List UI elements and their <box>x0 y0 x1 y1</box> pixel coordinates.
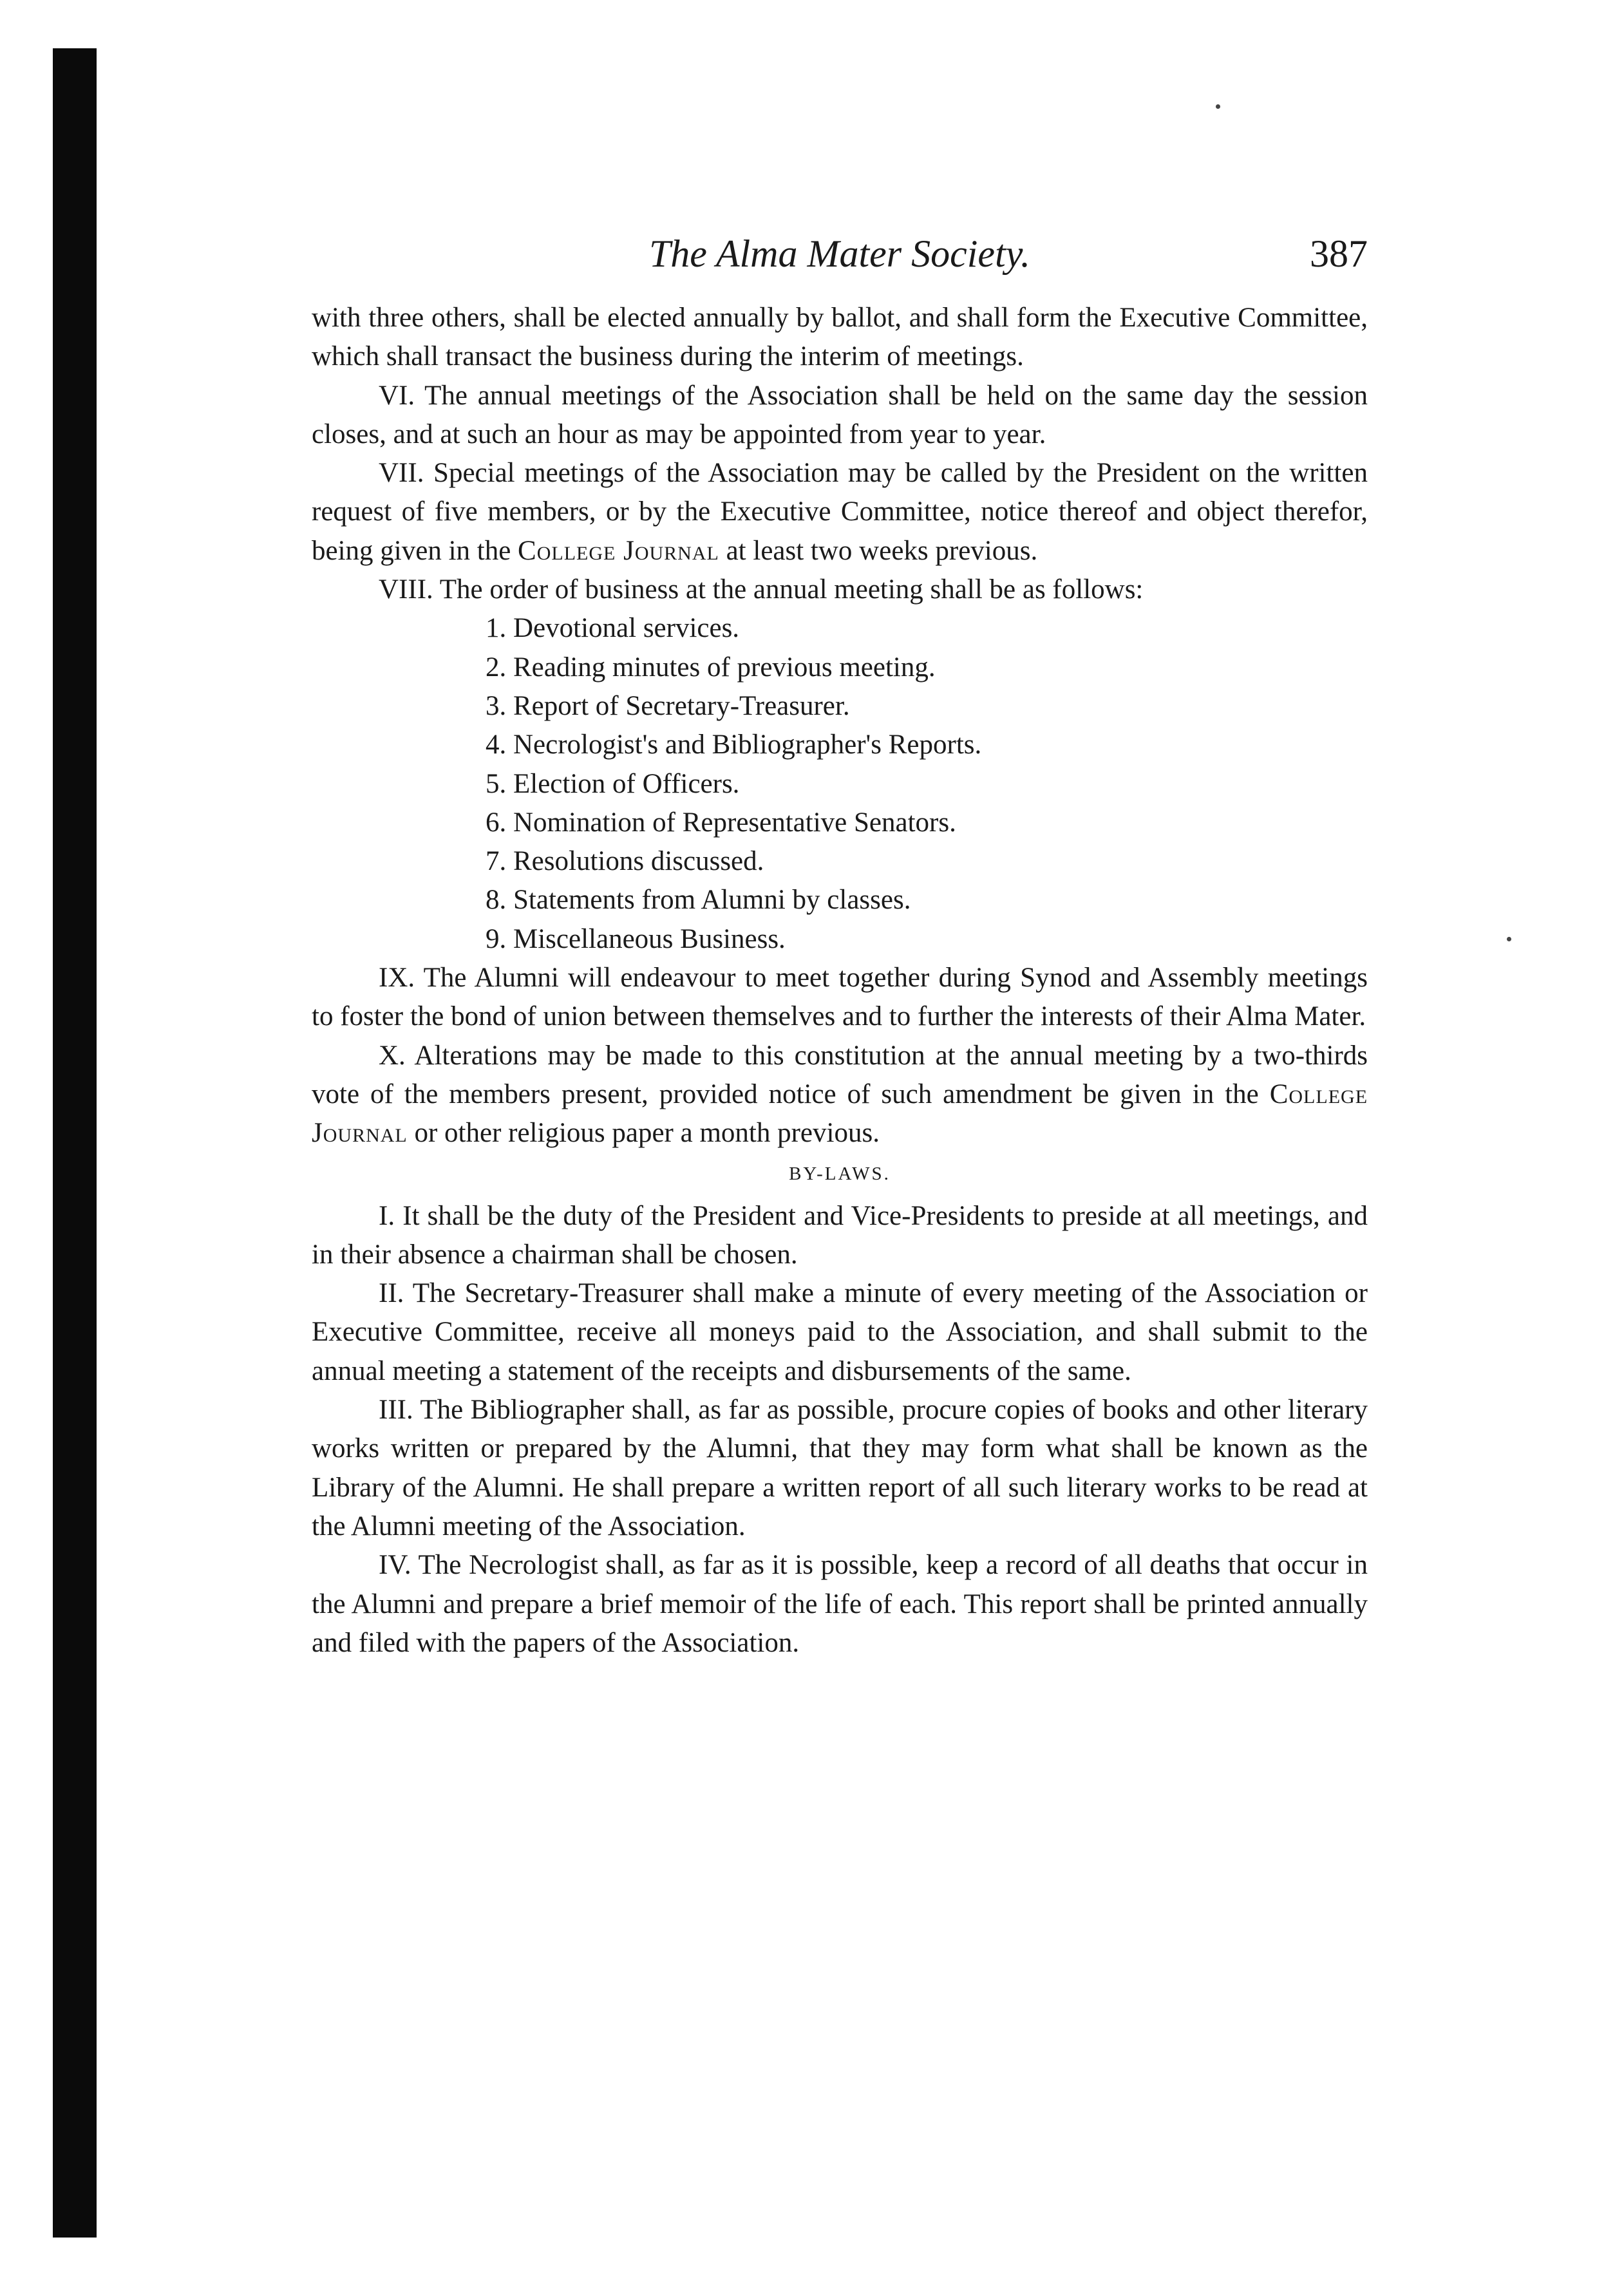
journal-name: College Journal <box>312 1079 1368 1149</box>
page-header <box>312 221 1368 286</box>
list-item: 3. Report of Secretary-Treasurer. <box>486 690 850 721</box>
bylaw-ii: II. The Secretary-Treasurer shall make a minute of every meeting of the Association or Executive Committee, receive all moneys paid to the Association, and shall submit to the annual meeting a statement of the receipts and disbursements of the same. <box>312 1278 1368 1386</box>
list-item: 5. Election of Officers. <box>486 768 740 799</box>
article-vi: VI. The annual meetings of the Association shall be held on the same day the session closes, and at such an hour as may be appointed from year to year. <box>312 380 1368 449</box>
article-vii <box>312 454 1368 570</box>
article-x <box>312 1037 1368 1153</box>
list-item: 6. Nomination of Representative Senators. <box>486 807 956 838</box>
bylaw-i: I. It shall be the duty of the President and Vice-Presidents to preside at all meetings, and in their absence a chairman shall be chosen. <box>312 1200 1368 1270</box>
article-x-text: X. Alterations may be made to this constitution at the annual meeting by a two-thirds vote of the members present, provided notice of such amendment be given in the <box>312 1040 1368 1109</box>
scan-speck <box>1216 104 1220 109</box>
list-item: 8. Statements from Alumni by classes. <box>486 885 911 916</box>
page-number: 387 <box>1310 232 1368 275</box>
list-item: 7. Resolutions discussed. <box>486 846 764 877</box>
list-item: 2. Reading minutes of previous meeting. <box>486 652 936 683</box>
bylaw-iv: IV. The Necrologist shall, as far as it is possible, keep a record of all deaths that occur in the Alumni and prepare a brief memoir of the life of each. This report shall be printed annually and filed with the papers of the Association. <box>312 1550 1368 1658</box>
article-ix: IX. The Alumni will endeavour to meet together during Synod and Assembly meetings to foster the bond of union between themselves and to further the interests of their Alma Mater. <box>312 963 1368 1032</box>
article-vii-text: VII. Special meetings of the Association may be called by the President on the written request of five members, or by the Executive Committee, notice thereof and object therefor, being given in the <box>312 458 1368 566</box>
article-x-text-end: or other religious paper a month previous. <box>414 1118 880 1149</box>
paragraph-continued: with three others, shall be elected annually by ballot, and shall form the Executive Committee, which shall transact the business during the interim of meetings. <box>312 303 1368 372</box>
list-item: 1. Devotional services. <box>486 613 740 644</box>
list-item: 4. Necrologist's and Bibliographer's Reports. <box>486 730 982 760</box>
article-viii: VIII. The order of business at the annual meeting shall be as follows: <box>379 574 1144 605</box>
order-of-business-list <box>312 609 1368 959</box>
binding-edge <box>53 48 97 2238</box>
journal-name: College Journal <box>518 535 719 566</box>
running-title: The Alma Mater Society. <box>648 232 1031 275</box>
bylaws-heading: BY-LAWS. <box>789 1163 891 1184</box>
bylaw-iii: III. The Bibliographer shall, as far as possible, procure copies of books and other literary works written or prepared by the Alumni, that they may form what shall be known as the Library of the Alumni. He shall prepare a written report of all such literary works to be read at the Alumni meeting of the Association. <box>312 1395 1368 1541</box>
scan-speck <box>1507 937 1511 941</box>
page-text <box>312 299 1368 1663</box>
list-item: 9. Miscellaneous Business. <box>486 923 786 954</box>
article-vii-text-end: at least two weeks previous. <box>726 535 1038 566</box>
